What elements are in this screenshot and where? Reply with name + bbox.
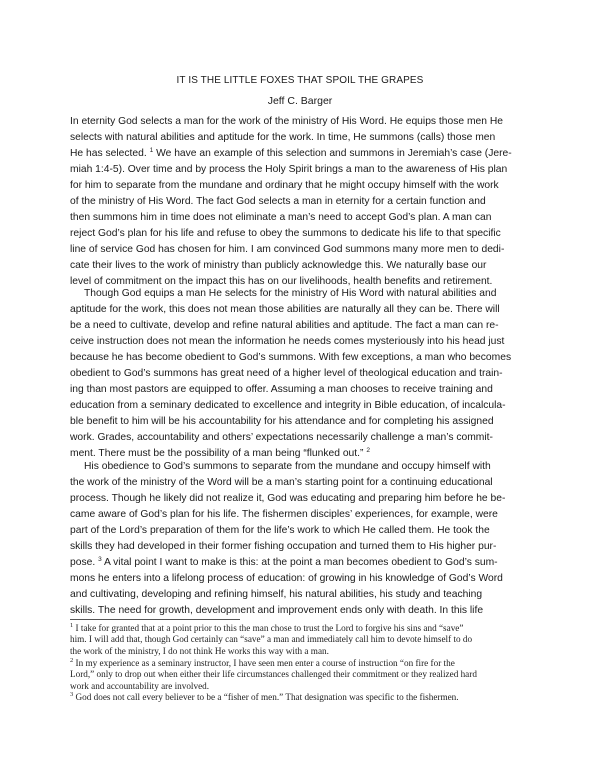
line: line of service God has chosen for him. I am convinced God summons many more men to dedi- <box>70 244 505 255</box>
line: for him to separate from the mundane and ordinary that he might occupy himself with the work <box>70 180 499 191</box>
footnote-line: God does not call every believer to be a “fisher of men.” That designation was specific to the fishermen. <box>75 692 459 703</box>
line: A vital point I want to make is this: at the point a man becomes obedient to God’s sum- <box>104 557 498 568</box>
line: miah 1:4-5). Over time and by process the Holy Spirit brings a man to the awareness of His plan <box>70 164 508 175</box>
line: selects with natural abilities and aptitude for the work. In time, He summons (calls) those men <box>70 132 496 143</box>
footnote-number: 1 <box>70 622 74 629</box>
paragraph-text <box>70 286 531 462</box>
line: of the ministry of His Word. The fact God selects a man in eternity for a certain function and <box>70 196 486 207</box>
line: His obedience to God’s summons to separate from the mundane and occupy himself with <box>84 461 491 472</box>
line: came aware of God’s plan for his life. The fishermen disciples’ experiences, for example, were <box>70 509 498 520</box>
document-title: IT IS THE LITTLE FOXES THAT SPOIL THE GRAPES <box>176 75 424 86</box>
line: be a need to cultivate, develop and refine natural abilities and aptitude. The fact a man can re- <box>70 320 499 331</box>
line: ment. There must be the possibility of a man being “flunked out.” <box>70 448 364 459</box>
paragraph-2 <box>70 286 531 462</box>
line: Though God equips a man He selects for the ministry of His Word with natural abilities and <box>84 288 497 299</box>
footnote-ref-1[interactable]: 1 <box>149 147 154 154</box>
line: education from a seminary dedicated to excellence and integrity in Bible education, of incalcula- <box>70 400 506 411</box>
line: ing than most pastors are equipped to offer. Assuming a man chooses to receive training and <box>70 384 493 395</box>
line: ceive instruction does not mean the information he needs comes mysteriously into his head just <box>70 336 505 347</box>
footnote-line: the work of the ministry, I do not think He works this way with a man. <box>70 645 329 656</box>
footnote-ref-3[interactable]: 3 <box>98 556 102 563</box>
footnote-line: him. I will add that, though God certainly can “save” a man and immediately call him to devote himself to do <box>70 634 473 645</box>
line: aptitude for the work, this does not mean those abilities are naturally all they can be. There will <box>70 304 500 315</box>
line: skills. The need for growth, development and improvement ends only with death. In this life <box>70 605 484 616</box>
line: obedient to God’s summons has great need of a higher level of theological education and train- <box>70 368 503 379</box>
line: ble benefit to him will be his accountability for his attendance and for completing his assigned <box>70 416 494 427</box>
footnote-number: 2 <box>70 656 74 664</box>
footnote-line: work and accountability are involved. <box>70 680 210 691</box>
footnote-line: Lord,” only to drop out when either their life circumstances challenged their commitment or they realized hard <box>70 669 477 680</box>
line: skills they had developed in their former fishing occupation and turned them to His higher pur- <box>70 541 497 552</box>
line: We have an example of this selection and summons in Jeremiah’s case (Jere- <box>156 148 512 159</box>
footnote-number: 3 <box>70 691 74 699</box>
line: cate their lives to the work of ministry than publicly acknowledge this. We naturally base our <box>70 260 487 271</box>
footnote-divider <box>70 619 240 620</box>
line: and cultivating, developing and refining himself, his natural abilities, his study and teaching <box>70 589 483 600</box>
footnote-ref-2[interactable]: 2 <box>366 447 370 454</box>
line: He has selected. <box>70 148 147 159</box>
line: the work of the ministry of the Word will be a man’s starting point for a continuing educational <box>70 477 493 488</box>
paragraph-text <box>70 114 531 290</box>
footnote-line: In my experience as a seminary instructor, I have seen men enter a course of instruction “on fire for the <box>75 657 455 668</box>
footnotes <box>70 623 531 704</box>
line: mons he enters into a lifelong process of education: of growing in his knowledge of God’s Word <box>70 573 503 584</box>
line: because he has become obedient to God’s summons. With few exceptions, a man who becomes <box>70 352 512 363</box>
line: pose. <box>70 557 96 568</box>
line: reject God’s plan for his life and refuse to obey the summons to dedicate his life to that specific <box>70 228 501 239</box>
document-author: Jeff C. Barger <box>267 95 333 107</box>
line: work. Grades, accountability and others’ expectations necessarily challenge a man’s commit- <box>70 432 493 443</box>
paragraph-1 <box>70 114 531 290</box>
line: level of commitment on the impact this has on our livelihoods, health benefits and retirement. <box>70 276 493 287</box>
line: process. Though he likely did not realize it, God was educating and preparing him before he be- <box>70 493 506 504</box>
line: part of the Lord’s preparation of them for the life’s work to which He called them. He took the <box>70 525 490 536</box>
footnote-2 <box>70 658 531 692</box>
footnote-line: I take for granted that at a point prior to this the man chose to trust the Lord to forgive his sins and “save” <box>75 623 464 633</box>
line: then summons him in time does not eliminate a man’s need to accept God’s plan. A man can <box>70 212 492 223</box>
paragraph-text <box>70 459 531 619</box>
line: In eternity God selects a man for the work of the ministry of His Word. He equips those men He <box>70 116 504 127</box>
footnote-1 <box>70 623 531 657</box>
paragraph-3 <box>70 459 531 619</box>
footnote-3 <box>70 692 531 703</box>
